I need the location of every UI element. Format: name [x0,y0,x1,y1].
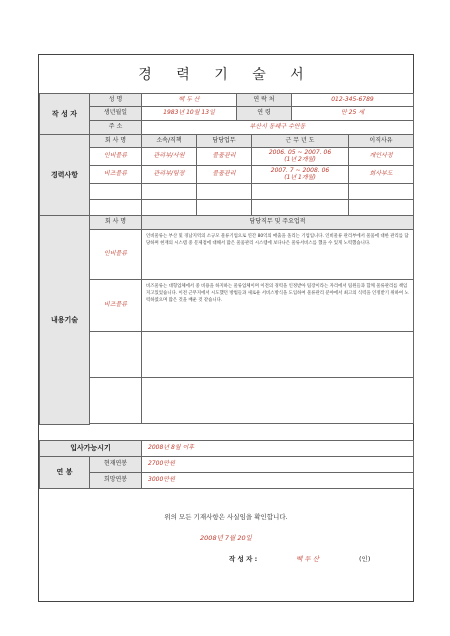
details-text: 인비물류는 부산 및 경남지역의 소규모 물류기업으로 연간 80억의 매출을 올리는 기업입니다. 인비물류 관리부에서 물품에 대한 관리를 담당하며 현재의 시스템 중 문제점에 대해서 많은 물품관리 시스템에 보다나은 물류서비스를 했을 수 있게 노력했습니다. [142,230,414,280]
document-title: 경 력 기 술 서 [138,67,314,83]
birth-label: 생년월일 [90,107,142,121]
name-value: 백 두 산 [142,94,237,107]
availability-label: 입사가능시기 [40,441,142,457]
author-section-label: 작 성 자 [40,94,90,135]
table-row [40,378,414,424]
signer-name: 백 두 산 [296,555,319,563]
details-text: 비즈물류는 대형업체에서 중 비용을 하지하는 물류업체이며 이전의 경력을 인정받아 팀장이라는 자리에서 팀원들과 함께 물류관리를 책임지고있었습니다. 이전 근무지에서 시도했던 방법들과 새로운 서비스방식을 도입하여 물류관리 분야에서 최고의 식력을 인정받기 위하여 노력하였으며 많은 것을 배운 것 같습니다. [142,280,414,332]
career-dept: 관리부/팀장 [142,166,197,184]
career-period: 2007. 7 ~ 2008. 06 (1년 1개월) [252,166,349,184]
details-header: 회 사 명 [90,216,142,230]
table-row [40,332,414,378]
salary-table [39,456,414,489]
availability-value: 2008년 8월 이후 [142,441,414,457]
table-row [40,166,414,184]
desired-salary-label: 희망연봉 [90,473,142,489]
details-table [39,215,414,425]
salary-section-label: 연 봉 [40,457,90,489]
address-label: 주 소 [90,121,142,135]
age-value: 만 25 세 [292,107,414,121]
career-header: 이직사유 [349,135,414,148]
phone-value: 012-345-6789 [292,94,414,107]
table-row [40,280,414,332]
career-company: 인비물류 [90,148,142,166]
resume-sheet [38,54,414,602]
current-salary-value: 2700만원 [142,457,414,473]
career-header: 근 무 년 도 [252,135,349,148]
career-reason: 개인사정 [349,148,414,166]
desired-salary-value: 3000만원 [142,473,414,489]
author-table [39,93,414,135]
table-row [40,148,414,166]
phone-label: 연 락 처 [237,94,292,107]
table-row [40,230,414,280]
details-company: 인비물류 [90,230,142,280]
title-row [39,55,413,94]
details-header: 담당직무 및 주요업적 [142,216,414,230]
age-label: 연 령 [237,107,292,121]
signer-label: 작 성 자 : [229,555,258,563]
career-header: 회 사 명 [90,135,142,148]
birth-value: 1983년 10월 13일 [142,107,237,121]
career-reason: 회사부도 [349,166,414,184]
signature-date: 2008년 7월 20일 [200,534,252,542]
career-period: 2006. 05 ~ 2007. 06 (1년 2개월) [252,148,349,166]
name-label: 성 명 [90,94,142,107]
details-company: 비즈물류 [90,280,142,332]
career-section-label: 경력사항 [40,135,90,216]
career-dept: 관리부/사원 [142,148,197,166]
career-header: 담당업무 [197,135,252,148]
availability-table [39,440,414,457]
career-header: 소속/직책 [142,135,197,148]
career-table [39,134,414,216]
current-salary-label: 현재연봉 [90,457,142,473]
address-value: 부산시 동래구 수안동 [142,121,414,135]
career-company: 비즈물류 [90,166,142,184]
table-row [40,184,414,200]
details-section-label: 내용기술 [40,216,90,425]
confirm-text: 위의 모든 기재사항은 사실임을 확인합니다. [164,513,288,521]
career-duty: 물품관리 [197,166,252,184]
career-duty: 물품관리 [197,148,252,166]
seal-mark: (인) [359,555,371,563]
table-row [40,200,414,216]
